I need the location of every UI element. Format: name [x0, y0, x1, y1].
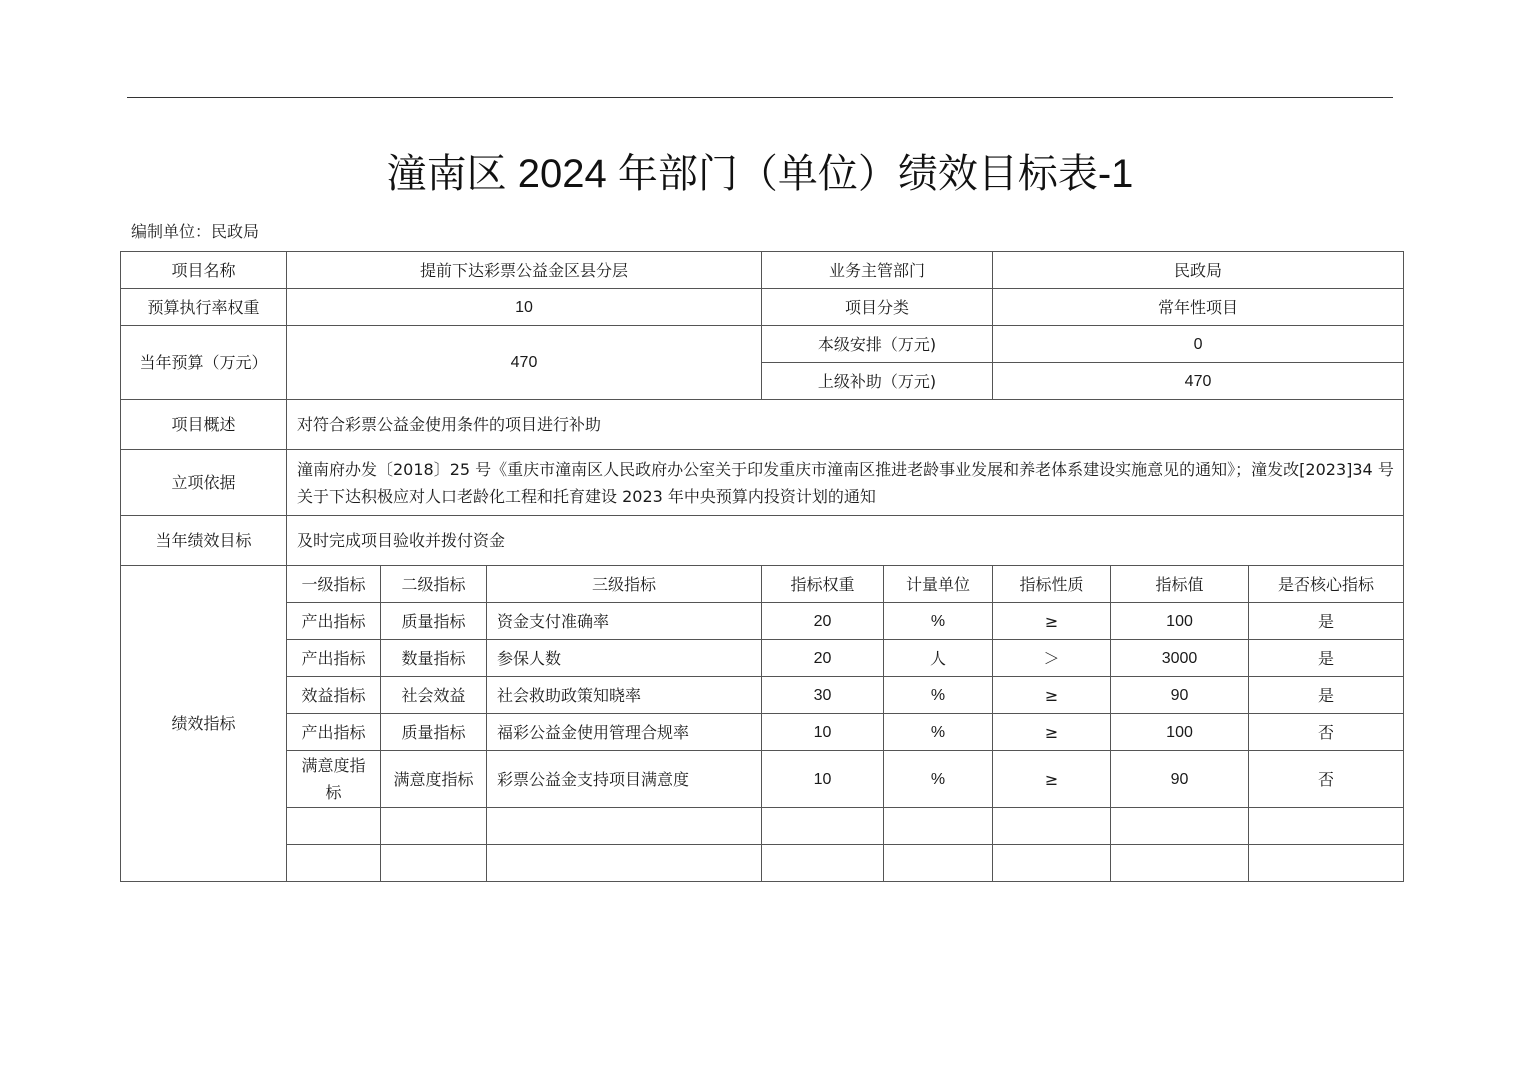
performance-table [120, 251, 1404, 882]
level2-cell: 质量指标 [381, 714, 487, 751]
header-unit: 计量单位 [884, 566, 993, 603]
unit-cell: % [884, 751, 993, 808]
table-row [121, 751, 1404, 808]
category-value: 常年性项目 [993, 289, 1404, 326]
empty-cell [762, 845, 884, 882]
header-level1: 一级指标 [287, 566, 381, 603]
level1-cell: 产出指标 [287, 714, 381, 751]
unit-cell: % [884, 603, 993, 640]
weight-cell: 30 [762, 677, 884, 714]
empty-cell [381, 845, 487, 882]
nature-cell: ＞ [993, 640, 1111, 677]
table-row [121, 640, 1404, 677]
weight-cell: 20 [762, 640, 884, 677]
overview-label: 项目概述 [121, 400, 287, 450]
weight-cell: 10 [762, 751, 884, 808]
unit-cell: % [884, 677, 993, 714]
page-title: 潼南区 2024 年部门（单位）绩效目标表-1 [386, 152, 1134, 196]
value-cell: 3000 [1111, 640, 1249, 677]
header-level2: 二级指标 [381, 566, 487, 603]
level1-cell: 产出指标 [287, 640, 381, 677]
indicators-section-label: 绩效指标 [121, 566, 287, 882]
unit-cell: 人 [884, 640, 993, 677]
level2-cell: 满意度指标 [381, 751, 487, 808]
header-weight: 指标权重 [762, 566, 884, 603]
level3-cell: 资金支付准确率 [487, 603, 762, 640]
empty-row [121, 808, 1404, 845]
dept-label: 业务主管部门 [762, 252, 993, 289]
core-cell: 是 [1249, 640, 1404, 677]
basis-value: 潼南府办发〔2018〕25 号《重庆市潼南区人民政府办公室关于印发重庆市潼南区推进老龄事业发展和养老体系建设实施意见的通知》；潼发改[2023]34 号关于下达积极应对人口老龄化工程和托育建设 2023 年中央预算内投资计划的通知 [287, 450, 1404, 516]
row-goal [121, 516, 1404, 566]
empty-cell [381, 808, 487, 845]
nature-cell: ≥ [993, 751, 1111, 808]
empty-cell [762, 808, 884, 845]
core-cell: 否 [1249, 751, 1404, 808]
empty-cell [1249, 845, 1404, 882]
prepared-by: 编制单位：民政局 [131, 222, 260, 241]
overview-value: 对符合彩票公益金使用条件的项目进行补助 [287, 400, 1404, 450]
core-cell: 否 [1249, 714, 1404, 751]
level1-cell: 满意度指标 [287, 751, 381, 808]
empty-cell [884, 845, 993, 882]
value-cell: 90 [1111, 677, 1249, 714]
unit-cell: % [884, 714, 993, 751]
level1-cell: 效益指标 [287, 677, 381, 714]
row-overview [121, 400, 1404, 450]
nature-cell: ≥ [993, 677, 1111, 714]
empty-cell [1111, 808, 1249, 845]
local-value: 0 [993, 326, 1404, 363]
header-core: 是否核心指标 [1249, 566, 1404, 603]
weight-cell: 20 [762, 603, 884, 640]
empty-cell [884, 808, 993, 845]
level2-cell: 数量指标 [381, 640, 487, 677]
budget-value: 470 [287, 326, 762, 400]
local-label: 本级安排（万元) [762, 326, 993, 363]
header-nature: 指标性质 [993, 566, 1111, 603]
level3-cell: 彩票公益金支持项目满意度 [487, 751, 762, 808]
empty-row [121, 845, 1404, 882]
table-row [121, 677, 1404, 714]
empty-cell [287, 845, 381, 882]
weight-value: 10 [287, 289, 762, 326]
budget-label: 当年预算（万元） [121, 326, 287, 400]
level1-cell: 产出指标 [287, 603, 381, 640]
nature-cell: ≥ [993, 603, 1111, 640]
value-cell: 100 [1111, 603, 1249, 640]
indicator-header-row [121, 566, 1404, 603]
header-value: 指标值 [1111, 566, 1249, 603]
value-cell: 90 [1111, 751, 1249, 808]
level2-cell: 社会效益 [381, 677, 487, 714]
top-rule [127, 97, 1393, 98]
weight-cell: 10 [762, 714, 884, 751]
project-name-value: 提前下达彩票公益金区县分层 [287, 252, 762, 289]
level3-cell: 社会救助政策知晓率 [487, 677, 762, 714]
level3-cell: 参保人数 [487, 640, 762, 677]
empty-cell [487, 845, 762, 882]
goal-value: 及时完成项目验收并拨付资金 [287, 516, 1404, 566]
row-weight [121, 289, 1404, 326]
table-row [121, 714, 1404, 751]
goal-label: 当年绩效目标 [121, 516, 287, 566]
empty-cell [993, 808, 1111, 845]
weight-label: 预算执行率权重 [121, 289, 287, 326]
level3-cell: 福彩公益金使用管理合规率 [487, 714, 762, 751]
project-name-label: 项目名称 [121, 252, 287, 289]
empty-cell [1249, 808, 1404, 845]
table-row [121, 603, 1404, 640]
empty-cell [487, 808, 762, 845]
empty-cell [1111, 845, 1249, 882]
core-cell: 是 [1249, 603, 1404, 640]
upper-label: 上级补助（万元) [762, 363, 993, 400]
core-cell: 是 [1249, 677, 1404, 714]
level2-cell: 质量指标 [381, 603, 487, 640]
empty-cell [287, 808, 381, 845]
value-cell: 100 [1111, 714, 1249, 751]
category-label: 项目分类 [762, 289, 993, 326]
dept-value: 民政局 [993, 252, 1404, 289]
row-budget-local [121, 326, 1404, 363]
basis-label: 立项依据 [121, 450, 287, 516]
empty-cell [993, 845, 1111, 882]
header-level3: 三级指标 [487, 566, 762, 603]
row-project-name [121, 252, 1404, 289]
nature-cell: ≥ [993, 714, 1111, 751]
upper-value: 470 [993, 363, 1404, 400]
row-basis [121, 450, 1404, 516]
